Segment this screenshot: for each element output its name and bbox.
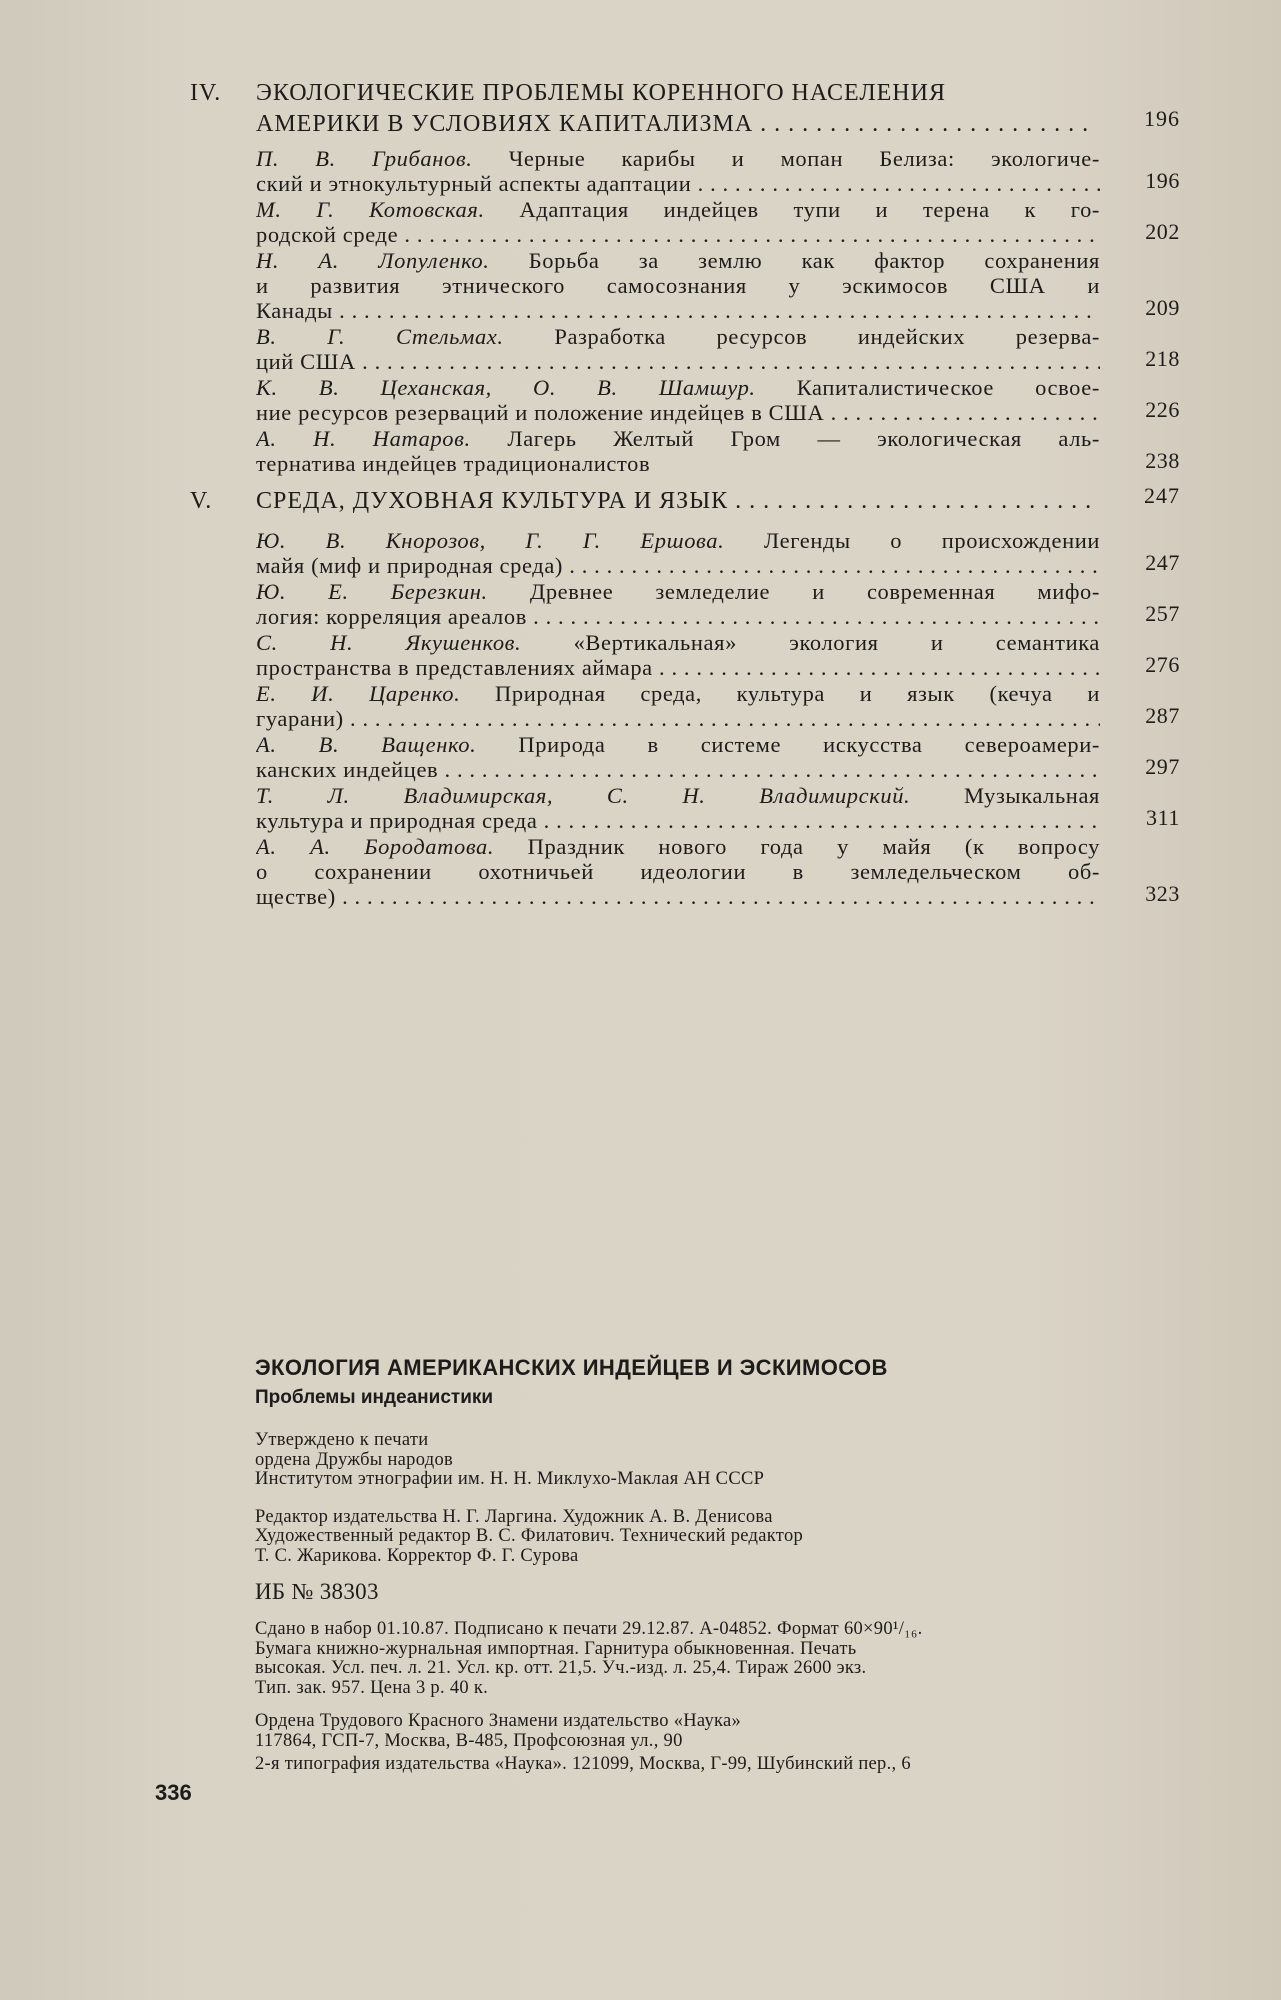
- toc-entry-line: [256, 349, 1100, 374]
- entry-author: П. В. Грибанов.: [256, 146, 473, 171]
- entry-title: майя (миф и природная среда) . . .: [256, 553, 1100, 578]
- entry-page-number: 257: [1145, 601, 1180, 626]
- entry-author: Е. И. Царенко.: [256, 681, 461, 706]
- entry-page-number: 287: [1145, 703, 1180, 728]
- toc-entry-line: [256, 298, 1100, 323]
- imprint-line: Бумага книжно-журнальная импортная. Гарнитура обыкновенная. Печать: [255, 1638, 857, 1659]
- entry-title: Черные карибы и мопан Белиза: экологиче-: [508, 146, 1100, 171]
- toc-entry: [256, 681, 1180, 731]
- entry-author: К. В. Цеханская, О. В. Шамшур.: [256, 375, 756, 400]
- entry-title: пространства в представлениях аймара . . .: [256, 655, 1100, 680]
- entry-title: Разработка ресурсов индейских резерва-: [554, 324, 1100, 349]
- entry-author: Ю. В. Кнорозов, Г. Г. Ершова.: [256, 528, 725, 553]
- entry-title: логия: корреляция ареалов . . .: [256, 604, 1100, 629]
- entry-page-number: 202: [1145, 219, 1180, 244]
- entry-title: культура и природная среда . . .: [256, 808, 1100, 833]
- entry-page-number: 311: [1146, 805, 1180, 830]
- toc-entry-line: [256, 630, 1100, 655]
- imprint-approved: [255, 1431, 1215, 1490]
- imprint: [255, 1355, 1215, 1775]
- entry-title: тернатива индейцев традиционалистов: [256, 451, 651, 476]
- imprint-line: ордена Дружбы народов: [255, 1449, 454, 1470]
- toc-entry: [256, 630, 1180, 680]
- entry-title: ций США . . .: [256, 349, 1100, 374]
- toc-entry-line: [256, 426, 1100, 451]
- entry-title: Музыкальная: [964, 783, 1100, 808]
- toc-entry-line: [256, 451, 1100, 476]
- toc-entry: [256, 579, 1180, 629]
- toc-entry-line: [256, 783, 1100, 808]
- entry-title: Канады . . .: [256, 298, 1100, 323]
- toc-entry-line: [256, 757, 1100, 782]
- entry-title: Природная среда, культура и язык (кечуа и: [495, 681, 1100, 706]
- entry-title: и развития этнического самосознания у эскимосов США и: [256, 273, 1100, 298]
- entry-author: Ю. Е. Березкин.: [256, 579, 488, 604]
- entry-title: Капиталистическое освое-: [796, 375, 1100, 400]
- entry-title: Адаптация индейцев тупи и терена к го-: [519, 197, 1100, 222]
- section-title: ЭКОЛОГИЧЕСКИЕ ПРОБЛЕМЫ КОРЕННОГО НАСЕЛЕНИЯ: [256, 80, 946, 106]
- entry-page-number: 247: [1145, 550, 1180, 575]
- toc-entry: [256, 375, 1180, 425]
- toc-entry-line: [256, 553, 1100, 578]
- entry-author: М. Г. Котовская.: [256, 197, 485, 222]
- imprint-subtitle: Проблемы индеанистики: [255, 1387, 494, 1408]
- toc-entry-line: [256, 324, 1100, 349]
- entry-author: Т. Л. Владимирская, С. Н. Владимирский.: [256, 783, 911, 808]
- entry-page-number: 238: [1145, 448, 1180, 473]
- entry-title: Лагерь Желтый Гром — экологическая аль-: [507, 426, 1100, 451]
- section-numeral: IV.: [190, 80, 222, 106]
- section-heading: [190, 483, 1180, 517]
- toc-entry-line: [256, 655, 1100, 680]
- section-page-number: 196: [1144, 106, 1180, 131]
- section-title: АМЕРИКИ В УСЛОВИЯХ КАПИТАЛИЗМА . . .: [256, 109, 1090, 140]
- entry-title: о сохранении охотничьей идеологии в земледельческом об-: [256, 859, 1100, 884]
- toc-entry-line: [256, 273, 1100, 298]
- entry-page-number: 196: [1145, 168, 1180, 193]
- toc-entry-line: [256, 808, 1100, 833]
- imprint-line: Редактор издательства Н. Г. Ларгина. Художник А. В. Денисова: [255, 1506, 773, 1527]
- entry-page-number: 297: [1145, 754, 1180, 779]
- entry-page-number: 209: [1145, 295, 1180, 320]
- entry-page-number: 226: [1145, 397, 1180, 422]
- entry-title: Праздник нового года у майя (к вопросу: [527, 834, 1100, 859]
- imprint-ib-number: ИБ № 38303: [255, 1579, 379, 1604]
- entry-page-number: 218: [1145, 346, 1180, 371]
- toc-entry: [256, 146, 1180, 196]
- toc-entry-line: [256, 197, 1100, 222]
- toc-entry-line: [256, 834, 1100, 859]
- section-entries: [256, 528, 1180, 910]
- toc-entry: [256, 783, 1180, 833]
- section-title: СРЕДА, ДУХОВНАЯ КУЛЬТУРА И ЯЗЫК . . .: [256, 486, 1090, 517]
- toc-entry: [256, 732, 1180, 782]
- entry-title: ский и этнокультурный аспекты адаптации . . .: [256, 171, 1100, 196]
- toc-entry: [256, 528, 1180, 578]
- toc-entry-line: [256, 579, 1100, 604]
- toc-entry: [256, 324, 1180, 374]
- toc-entry-line: [256, 732, 1100, 757]
- imprint-staff: [255, 1508, 1215, 1567]
- entry-title: Природа в системе искусства североамери-: [518, 732, 1100, 757]
- entry-title: ществе) . . .: [256, 884, 1100, 909]
- toc-entry-line: [256, 171, 1100, 196]
- toc-entry-line: [256, 681, 1100, 706]
- entry-page-number: 276: [1145, 652, 1180, 677]
- entry-title: «Вертикальная» экология и семантика: [573, 630, 1100, 655]
- toc-entry-line: [256, 400, 1100, 425]
- toc-entry-line: [256, 528, 1100, 553]
- entry-author: Н. А. Лопуленко.: [256, 248, 490, 273]
- entry-title: родской среде . . .: [256, 222, 1100, 247]
- imprint-publisher: [255, 1712, 1215, 1775]
- toc-entry: [256, 197, 1180, 247]
- entry-title: Борьба за землю как фактор сохранения: [528, 248, 1100, 273]
- entry-author: А. Н. Натаров.: [256, 426, 471, 451]
- section-page-number: 247: [1144, 483, 1180, 508]
- toc-entry-line: [256, 884, 1100, 909]
- toc-entry-line: [256, 706, 1100, 731]
- imprint-line: Ордена Трудового Красного Знамени издательство «Наука»: [255, 1711, 742, 1731]
- imprint-line: Утверждено к печати: [255, 1430, 429, 1450]
- entry-title: ние ресурсов резерваций и положение индейцев в США . . .: [256, 400, 1100, 425]
- entry-page-number: 323: [1145, 881, 1180, 906]
- imprint-specs: [255, 1620, 1215, 1698]
- entry-title: канских индейцев . . .: [256, 757, 1100, 782]
- toc-entry-line: [256, 604, 1100, 629]
- page-number: 336: [155, 1780, 192, 1805]
- toc-entry: [256, 248, 1180, 323]
- entry-title: Легенды о происхождении: [763, 528, 1100, 553]
- toc-entry: [256, 426, 1180, 476]
- section-entries: [256, 146, 1180, 477]
- toc-entry-line: [256, 375, 1100, 400]
- toc-entry-line: [256, 248, 1100, 273]
- imprint-line: Тип. зак. 957. Цена 3 р. 40 к.: [255, 1677, 489, 1698]
- section-heading-line: [190, 78, 1180, 109]
- imprint-line: Т. С. Жарикова. Корректор Ф. Г. Сурова: [255, 1545, 579, 1566]
- section-heading-line: [190, 106, 1180, 140]
- entry-author: А. А. Бородатова.: [256, 834, 495, 859]
- imprint-line: высокая. Усл. печ. л. 21. Усл. кр. отт. 21,5. Уч.-изд. л. 25,4. Тираж 2600 экз.: [255, 1658, 867, 1678]
- section-heading: [190, 78, 1180, 140]
- entry-title: гуарани) . . .: [256, 706, 1100, 731]
- entry-author: С. Н. Якушенков.: [256, 630, 522, 655]
- section-numeral: V.: [190, 488, 213, 514]
- imprint-line: Институтом этнографии им. Н. Н. Миклухо-Маклая АН СССР: [255, 1469, 765, 1489]
- toc-entry-line: [256, 146, 1100, 171]
- toc-entry-line: [256, 222, 1100, 247]
- imprint-title: ЭКОЛОГИЯ АМЕРИКАНСКИХ ИНДЕЙЦЕВ И ЭСКИМОСОВ: [255, 1355, 888, 1380]
- imprint-line: 117864, ГСП-7, Москва, В-485, Профсоюзная ул., 90: [255, 1730, 683, 1751]
- entry-title: Древнее земледелие и современная мифо-: [529, 579, 1100, 604]
- toc-entry: [256, 834, 1180, 909]
- imprint-line: Художественный редактор В. С. Филатович. Технический редактор: [255, 1526, 804, 1546]
- entry-author: В. Г. Стельмах.: [256, 324, 504, 349]
- imprint-line: Сдано в набор 01.10.87. Подписано к печати 29.12.87. А-04852. Формат 60×90¹/₁₆.: [255, 1619, 923, 1639]
- section-heading-line: [190, 483, 1180, 517]
- entry-author: А. В. Ващенко.: [256, 732, 477, 757]
- imprint-line: 2-я типография издательства «Наука». 121099, Москва, Г-99, Шубинский пер., 6: [255, 1754, 911, 1774]
- toc-entry-line: [256, 859, 1100, 884]
